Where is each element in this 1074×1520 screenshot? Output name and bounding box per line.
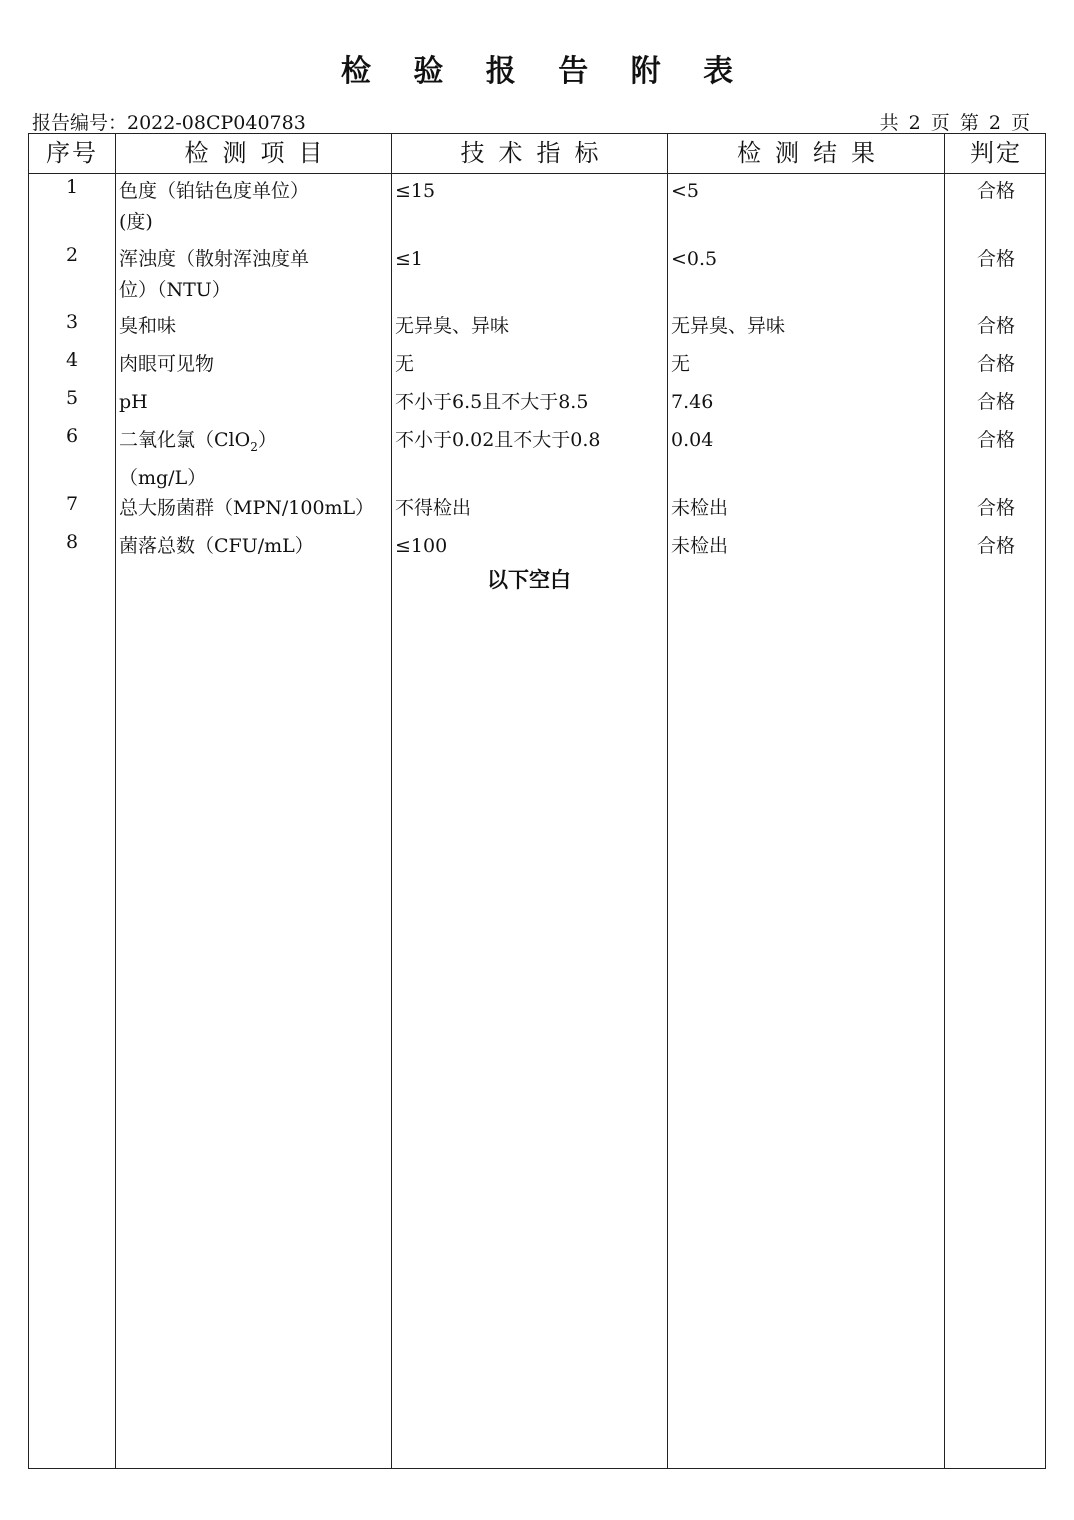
row-spec: 不小于0.02且不大于0.8 — [395, 429, 601, 451]
row-result: 0.04 — [671, 429, 714, 451]
row-number: 7 — [65, 493, 79, 515]
header-spec: 技术指标 — [460, 139, 613, 167]
row-spec: 不得检出 — [395, 497, 472, 519]
row-item: 总大肠菌群（MPN/100mL） — [119, 497, 375, 519]
row-number: 4 — [65, 349, 79, 371]
row-spec: 不小于6.5且不大于8.5 — [395, 391, 589, 413]
page-info: 共 2 页 第 2 页 — [879, 112, 1030, 134]
row-judge: 合格 — [976, 248, 1015, 270]
row-spec: ≤1 — [395, 248, 424, 270]
row-result: 无 — [671, 353, 691, 375]
row-result: 未检出 — [671, 535, 729, 557]
row-item: 肉眼可见物 — [119, 353, 215, 375]
report-number: 报告编号：2022-08CP040783 — [32, 112, 306, 134]
row-result: 未检出 — [671, 497, 729, 519]
column-divider — [391, 134, 392, 1468]
report-table — [28, 133, 1046, 1469]
row-number: 2 — [65, 244, 79, 266]
row-item: 浑浊度（散射浑浊度单 位）（NTU） — [119, 248, 310, 301]
header-divider — [29, 173, 1045, 174]
page-title: 检 验 报 告 附 表 — [340, 54, 750, 89]
row-spec: ≤100 — [395, 535, 448, 557]
row-judge: 合格 — [976, 429, 1015, 451]
row-judge: 合格 — [976, 497, 1015, 519]
row-number: 5 — [65, 387, 79, 409]
header-item: 检测项目 — [184, 139, 337, 167]
row-item: 色度（铂钴色度单位） (度) — [119, 180, 310, 233]
row-item: pH — [119, 391, 148, 413]
header-judge: 判定 — [970, 139, 1022, 167]
header-no: 序号 — [46, 139, 98, 167]
row-result: 7.46 — [671, 391, 714, 413]
row-item: 菌落总数（CFU/mL） — [119, 535, 314, 557]
row-spec: 无异臭、异味 — [395, 315, 510, 337]
blank-note: 以下空白 — [487, 568, 571, 592]
row-item: 二氧化氯（ClO$_2$） （mg/L） — [119, 429, 277, 489]
row-spec: ≤15 — [395, 180, 436, 202]
row-number: 3 — [65, 311, 79, 333]
row-result: 无异臭、异味 — [671, 315, 786, 337]
column-divider — [667, 134, 668, 1468]
row-result: <0.5 — [671, 248, 718, 270]
row-judge: 合格 — [976, 353, 1015, 375]
row-judge: 合格 — [976, 180, 1015, 202]
header-result: 检测结果 — [737, 139, 889, 167]
row-number: 8 — [65, 531, 79, 553]
column-divider — [115, 134, 116, 1468]
row-spec: 无 — [395, 353, 415, 375]
row-number: 6 — [65, 425, 79, 447]
row-judge: 合格 — [976, 315, 1015, 337]
row-item: 臭和味 — [119, 315, 177, 337]
row-judge: 合格 — [976, 535, 1015, 557]
row-number: 1 — [65, 176, 79, 198]
row-judge: 合格 — [976, 391, 1015, 413]
row-result: <5 — [671, 180, 700, 202]
